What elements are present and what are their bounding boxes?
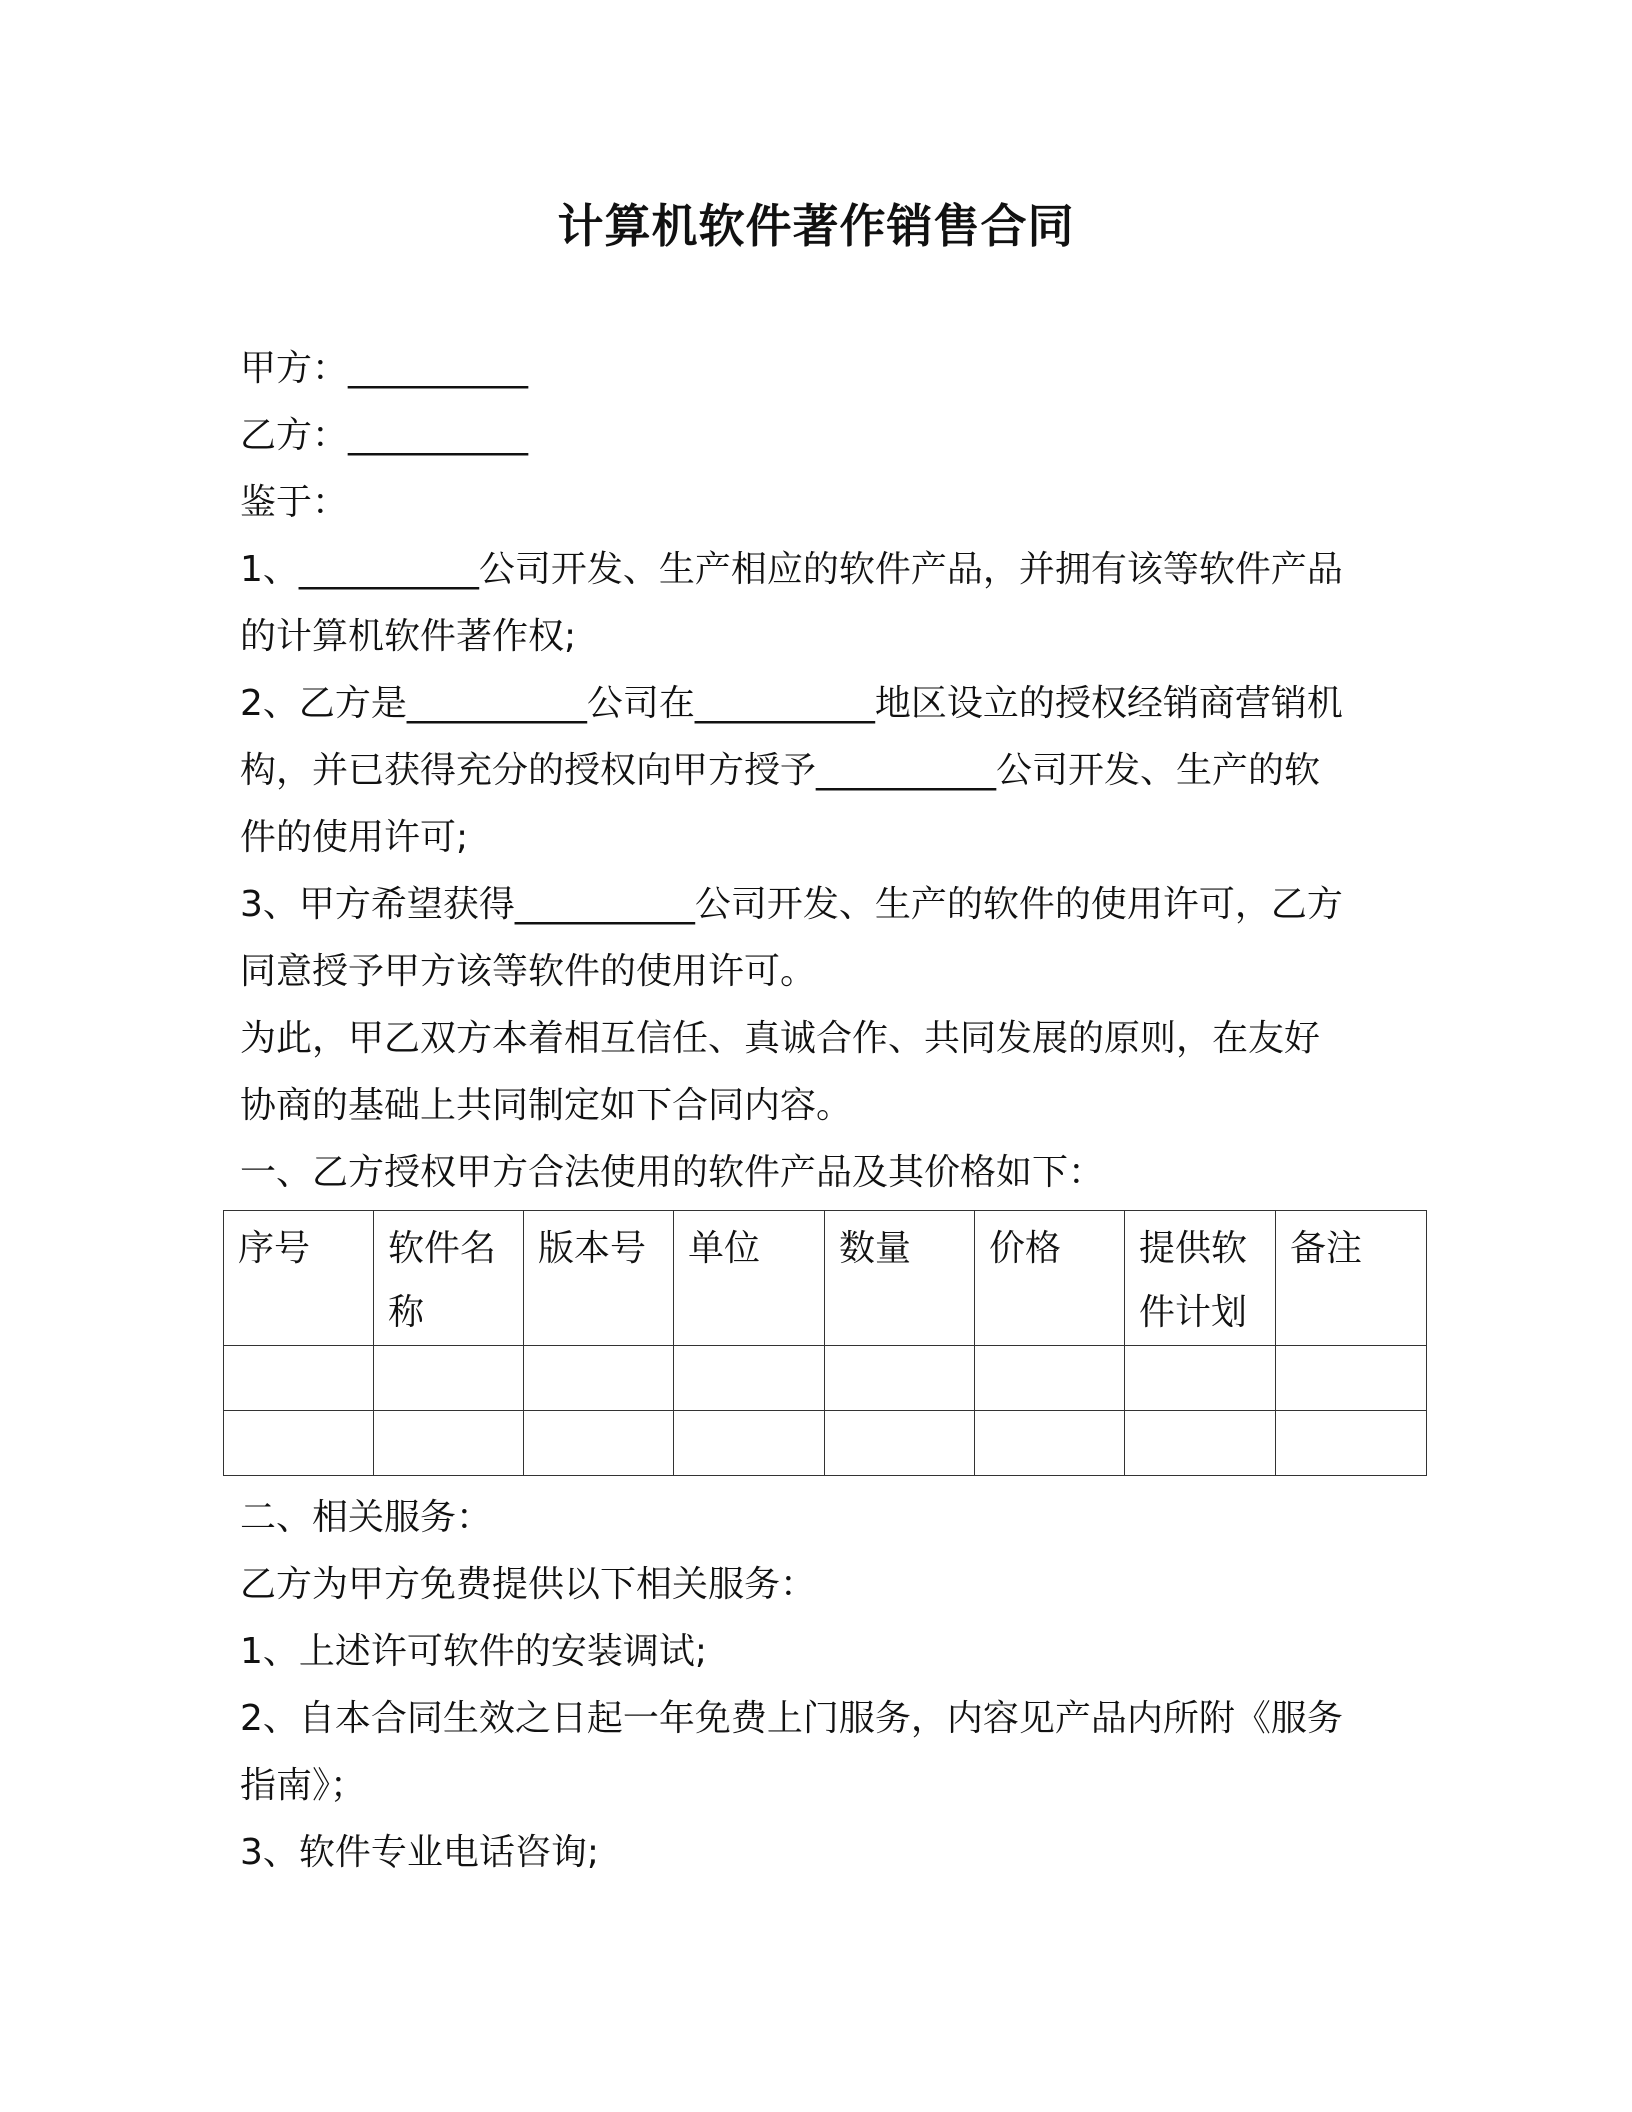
section-1-heading: 一、乙方授权甲方合法使用的软件产品及其价格如下：	[240, 1152, 1105, 1193]
purpose-line-2: 协商的基础上共同制定如下合同内容。	[240, 1085, 853, 1126]
service-item-3: 3、软件专业电话咨询;	[240, 1832, 600, 1873]
recital-1-line-1: 1、__________公司开发、生产相应的软件产品，并拥有该等软件产品	[240, 549, 1343, 590]
table-cell[interactable]	[1276, 1346, 1427, 1411]
table-cell[interactable]	[975, 1411, 1125, 1476]
contract-body-lower	[240, 1484, 1400, 1886]
table-cell[interactable]	[224, 1346, 374, 1411]
table-cell[interactable]	[224, 1411, 374, 1476]
table-row	[224, 1411, 1427, 1476]
software-product-table	[223, 1210, 1427, 1476]
table-cell[interactable]	[524, 1411, 674, 1476]
header-cell-remarks: 备注	[1276, 1211, 1427, 1346]
table-cell[interactable]	[674, 1346, 825, 1411]
recital-2-line-2: 构，并已获得充分的授权向甲方授予__________公司开发、生产的软	[240, 750, 1321, 791]
header-cell-version: 版本号	[524, 1211, 674, 1346]
section-2-heading: 二、相关服务：	[240, 1497, 493, 1538]
party-a-line: 甲方：__________	[240, 348, 529, 389]
service-item-2-line-1: 2、自本合同生效之日起一年免费上门服务，内容见产品内所附《服务	[240, 1698, 1343, 1739]
purpose-line-1: 为此，甲乙双方本着相互信任、真诚合作、共同发展的原则，在友好	[240, 1018, 1321, 1059]
header-cell-price: 价格	[975, 1211, 1125, 1346]
table-cell[interactable]	[825, 1411, 975, 1476]
contract-body-upper	[240, 335, 1400, 1206]
header-cell-software-name: 软件名称	[374, 1211, 524, 1346]
table-cell[interactable]	[674, 1411, 825, 1476]
whereas-label: 鉴于：	[240, 482, 349, 523]
service-item-1: 1、上述许可软件的安装调试;	[240, 1631, 708, 1672]
recital-2-line-3: 件的使用许可;	[240, 817, 469, 858]
table-cell[interactable]	[374, 1411, 524, 1476]
header-cell-index: 序号	[224, 1211, 374, 1346]
table-cell[interactable]	[975, 1346, 1125, 1411]
table-cell[interactable]	[524, 1346, 674, 1411]
table-cell[interactable]	[825, 1346, 975, 1411]
table-cell[interactable]	[374, 1346, 524, 1411]
table-cell[interactable]	[1125, 1411, 1276, 1476]
document-title: 计算机软件著作销售合同	[557, 199, 1075, 253]
table-cell[interactable]	[1125, 1346, 1276, 1411]
table-row	[224, 1346, 1427, 1411]
header-cell-unit: 单位	[674, 1211, 825, 1346]
table-header-row	[224, 1211, 1427, 1346]
recital-3-line-1: 3、甲方希望获得__________公司开发、生产的软件的使用许可，乙方	[240, 884, 1343, 925]
recital-2-line-1: 2、乙方是__________公司在__________地区设立的授权经销商营销机	[240, 683, 1343, 724]
recital-3-line-2: 同意授予甲方该等软件的使用许可。	[240, 951, 817, 992]
table-cell[interactable]	[1276, 1411, 1427, 1476]
party-b-line: 乙方：__________	[240, 415, 529, 456]
header-cell-quantity: 数量	[825, 1211, 975, 1346]
section-2-intro: 乙方为甲方免费提供以下相关服务：	[240, 1564, 817, 1605]
recital-1-line-2: 的计算机软件著作权;	[240, 616, 577, 657]
header-cell-delivery-plan: 提供软件计划	[1125, 1211, 1276, 1346]
service-item-2-line-2: 指南》；	[240, 1765, 367, 1806]
